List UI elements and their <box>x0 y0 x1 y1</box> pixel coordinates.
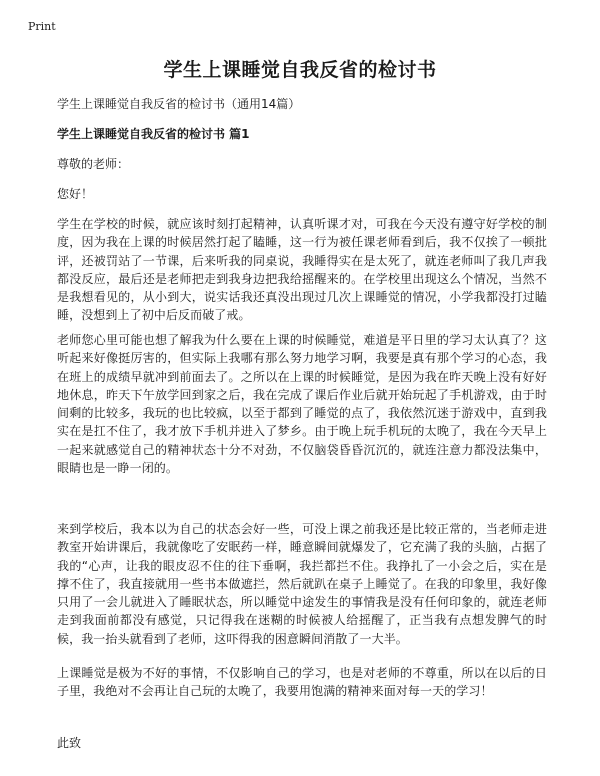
section-heading: 学生上课睡觉自我反省的检讨书 篇1 <box>57 127 250 141</box>
salutation: 尊敬的老师： <box>57 157 130 171</box>
print-link[interactable]: Print <box>28 20 56 33</box>
document-title: 学生上课睡觉自我反省的检讨书 <box>163 59 437 81</box>
closing-text: 此致 <box>57 736 82 750</box>
paragraph: 来到学校后，我本以为自己的状态会好一些，可没上课之前我还是比较正常的，当老师走进教室开始讲课后，我就像吃了安眠药一样，睡意瞬间就爆发了，它充满了我的头脑，占据了我的“心声，让我的眼皮忍不住的往下垂啊，我拦都拦不住。我挣扎了一小会之后，实在是撑不住了，我直接就用一些书本做遮拦，然后就趴在桌子上睡觉了。在我的印象里，我好像只用了一会儿就进入了睡眠状态，所以睡觉中途发生的事情我是没有任何印象的，就连老师走到我面前都没有感觉，只记得我在迷糊的时候被人给摇醒了，正当我有点想发脾气的时候，我一抬头就看到了老师，这吓得我的困意瞬间消散了一大半。 <box>57 522 547 646</box>
paragraph: 学生在学校的时候，就应该时刻打起精神，认真听课才对，可我在今天没有遵守好学校的制度，因为我在上课的时候居然打起了瞌睡，这一行为被任课老师看到后，我不仅挨了一顿批评，还被罚站了一节课，后来听我的同桌说，我睡得实在是太死了，就连老师叫了我几声我都没反应，最后还是老师把走到我身边把我给摇醒来的。在学校里出现这么个情况，当然不是我想看见的，从小到大，说实话我还真没出现过几次上课睡觉的情况，小学我都没打过瞌睡，没想到上了初中后反而破了戒。 <box>57 217 547 323</box>
paragraph: 上课睡觉是极为不好的事情，不仅影响自己的学习，也是对老师的不尊重，所以在以后的日子里，我绝对不会再让自己玩的太晚了，我要用饱满的精神来面对每一天的学习！ <box>57 666 547 699</box>
paragraph: 老师您心里可能也想了解我为什么要在上课的时候睡觉，难道是平日里的学习太认真了？这听起来好像挺厉害的，但实际上我哪有那么努力地学习啊，我要是真有那个学习的心态，我在班上的成绩早就冲到前面去了。之所以在上课的时候睡觉，是因为我在昨天晚上没有好好地休息，昨天下午放学回到家之后，我在完成了课后作业后就开始玩起了手机游戏，由于时间剩的比较多，我玩的也比较疯，以至于都到了睡觉的点了，我依然沉迷于游戏中，直到我实在是扛不住了，我才放下手机并进入了梦乡。由于晚上玩手机玩的太晚了，我在今天早上一起来就感觉自己的精神状态十分不对劲，不仅脑袋昏昏沉沉的，就连注意力都没法集中，眼睛也是一睁一闭的。 <box>57 333 547 476</box>
greeting: 您好！ <box>57 187 94 201</box>
document-subtitle: 学生上课睡觉自我反省的检讨书（通用14篇） <box>57 97 301 111</box>
